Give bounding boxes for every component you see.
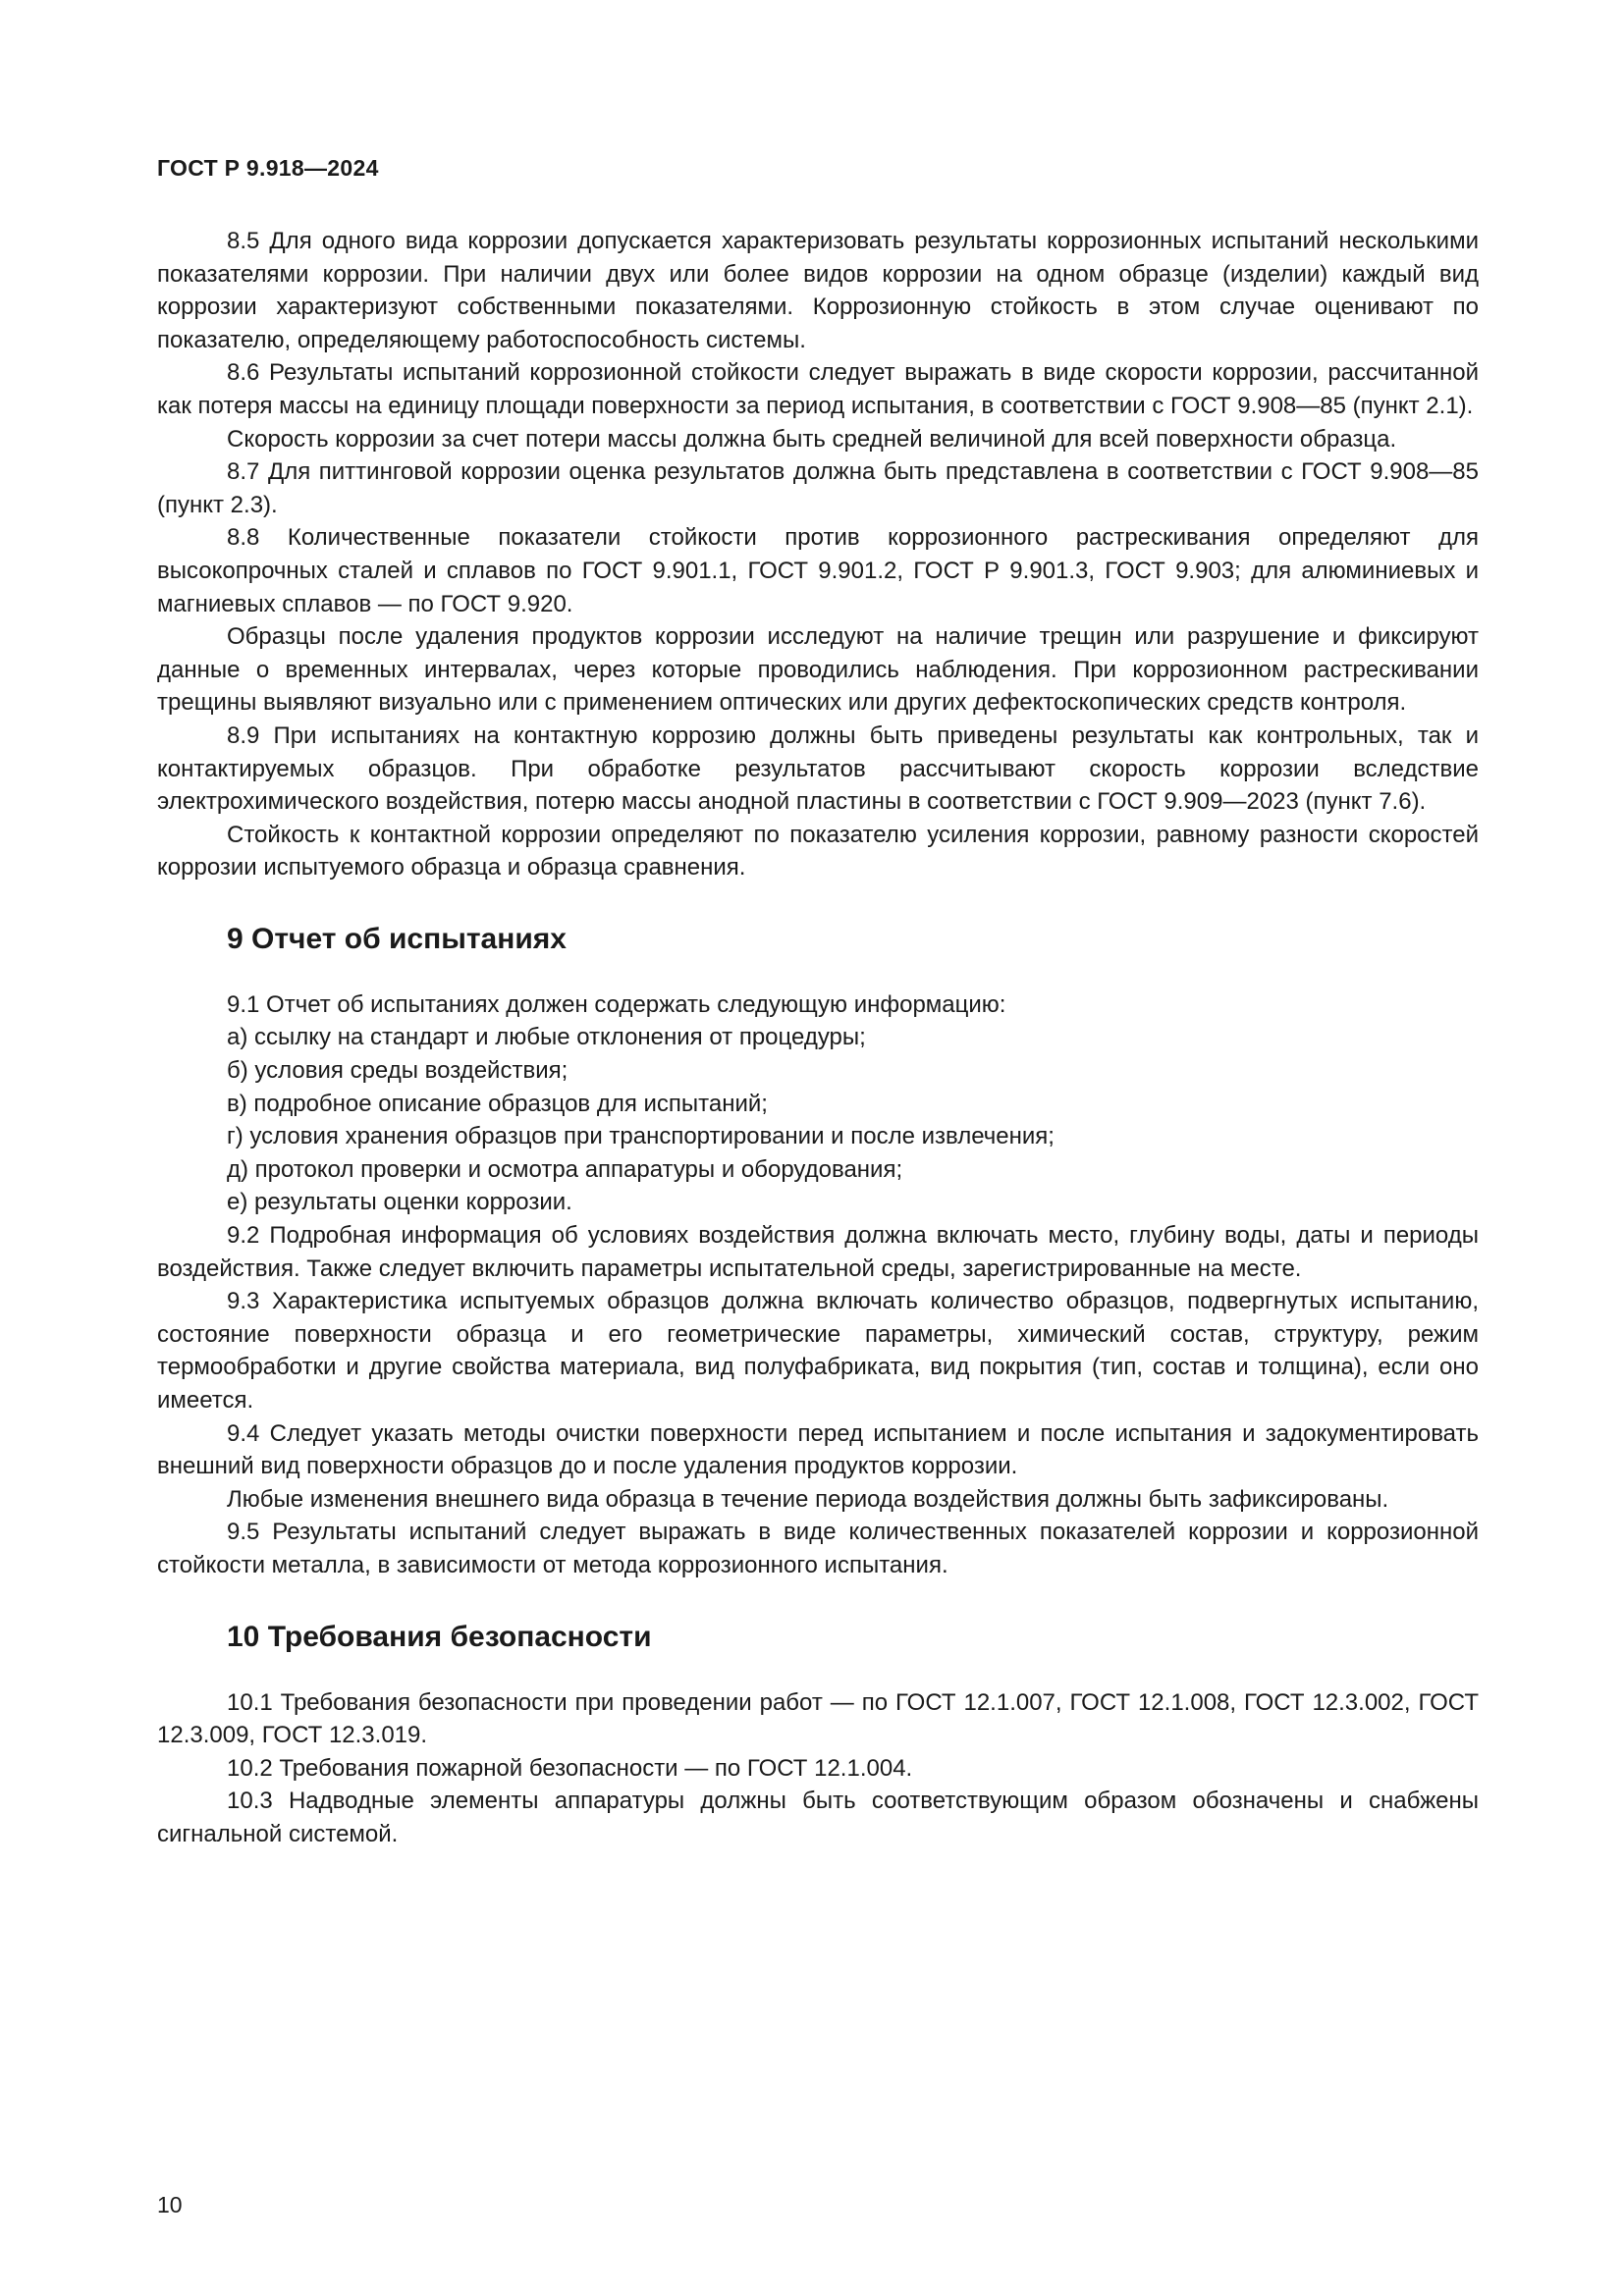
paragraph-9-4-continued: Любые изменения внешнего вида образца в течение периода воздействия должны быть зафиксированы. — [227, 1485, 1389, 1513]
paragraph-10-3: 10.3 Надводные элементы аппаратуры должны быть соответствующим образом обозначены и снабжены сигнальной системой. — [157, 1788, 1479, 1847]
list-item-9-1-v: в) подробное описание образцов для испытаний; — [227, 1090, 768, 1117]
paragraph-9-5: 9.5 Результаты испытаний следует выражать в виде количественных показателей коррозии и коррозионной стойкости металла, в зависимости от метода коррозионного испытания. — [157, 1519, 1479, 1578]
document-header-id: ГОСТ Р 9.918—2024 — [157, 155, 379, 181]
paragraph-10-1: 10.1 Требования безопасности при проведении работ — по ГОСТ 12.1.007, ГОСТ 12.1.008, ГОСТ 12.3.002, ГОСТ 12.3.009, ГОСТ 12.3.019. — [157, 1688, 1479, 1749]
paragraph-8-8-continued: Образцы после удаления продуктов коррозии исследуют на наличие трещин или разрушение и фиксируют данные о временных интервалах, через которые проводились наблюдения. При коррозионном растрескивании трещины выявляют визуально или с применением оптических или других дефектоскопических средств контроля. — [157, 623, 1479, 717]
paragraph-8-6-continued: Скорость коррозии за счет потери массы должна быть средней величиной для всей поверхности образца. — [227, 425, 1397, 453]
list-item-9-1-b: б) условия среды воздействия; — [227, 1057, 568, 1085]
section-8-tail — [157, 225, 1479, 884]
paragraph-10-2: 10.2 Требования пожарной безопасности — по ГОСТ 12.1.004. — [227, 1754, 913, 1782]
section-9-heading: 9 Отчет об испытаниях — [227, 922, 567, 955]
list-item-9-1-d: д) протокол проверки и осмотра аппаратуры и оборудования; — [227, 1155, 903, 1183]
paragraph-9-2: 9.2 Подробная информация об условиях воздействия должна включать место, глубину воды, даты и периоды воздействия. Также следует включить параметры испытательной среды, зарегистрированные на месте. — [157, 1222, 1479, 1282]
paragraph-8-6: 8.6 Результаты испытаний коррозионной стойкости следует выражать в виде скорости коррозии, рассчитанной как потеря массы на единицу площади поверхности за период испытания, в соответствии с ГОСТ 9.908—85 (пункт 2.1). — [157, 359, 1479, 419]
paragraph-9-1: 9.1 Отчет об испытаниях должен содержать следующую информацию: — [227, 990, 1006, 1018]
paragraph-8-9: 8.9 При испытаниях на контактную коррозию должны быть приведены результаты как контрольных, так и контактируемых образцов. При обработке результатов рассчитывают скорость коррозии вследствие электрохимического воздействия, потерю массы анодной пластины в соответствии с ГОСТ 9.909—2023 (пункт 7.6). — [157, 721, 1479, 816]
paragraph-8-9-continued: Стойкость к контактной коррозии определяют по показателю усиления коррозии, равному разности скоростей коррозии испытуемого образца и образца сравнения. — [157, 821, 1479, 881]
list-item-9-1-e: е) результаты оценки коррозии. — [227, 1189, 572, 1216]
paragraph-9-4: 9.4 Следует указать методы очистки поверхности перед испытанием и после испытания и задокументировать внешний вид поверхности образцов до и после удаления продуктов коррозии. — [157, 1419, 1479, 1480]
paragraph-8-7: 8.7 Для питтинговой коррозии оценка результатов должна быть представлена в соответствии с ГОСТ 9.908—85 (пункт 2.3). — [157, 458, 1479, 518]
section-10 — [157, 1686, 1479, 1851]
document-body — [157, 225, 1479, 1851]
page-number: 10 — [157, 2192, 183, 2217]
list-item-9-1-a: а) ссылку на стандарт и любые отклонения от процедуры; — [227, 1024, 866, 1051]
section-10-heading: 10 Требования безопасности — [227, 1620, 652, 1653]
paragraph-8-8: 8.8 Количественные показатели стойкости против коррозионного растрескивания определяют для высокопрочных сталей и сплавов по ГОСТ 9.901.1, ГОСТ 9.901.2, ГОСТ Р 9.901.3, ГОСТ 9.903; для алюминиевых и магниевых сплавов — по ГОСТ 9.920. — [157, 524, 1479, 617]
paragraph-8-5: 8.5 Для одного вида коррозии допускается характеризовать результаты коррозионных испытаний несколькими показателями коррозии. При наличии двух или более видов коррозии на одном образце (изделии) каждый вид коррозии характеризуют собственными показателями. Коррозионную стойкость в этом случае оценивают по показателю, определяющему работоспособность системы. — [157, 228, 1479, 353]
paragraph-9-3: 9.3 Характеристика испытуемых образцов должна включать количество образцов, подвергнутых испытанию, состояние поверхности образца и его геометрические параметры, химический состав, структуру, режим термообработки и другие свойства материала, вид полуфабриката, вид покрытия (тип, состав и толщина), если оно имеется. — [157, 1288, 1479, 1414]
list-item-9-1-g: г) условия хранения образцов при транспортировании и после извлечения; — [227, 1123, 1055, 1150]
section-9 — [157, 988, 1479, 1582]
